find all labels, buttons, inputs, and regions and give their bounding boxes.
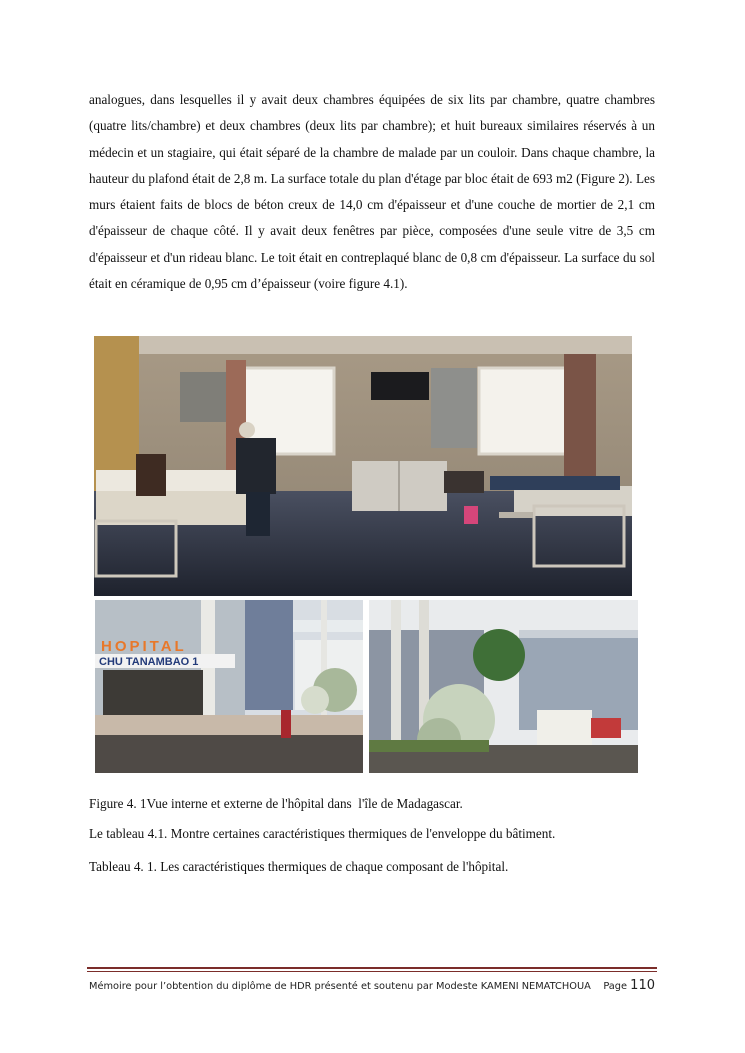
page-number: 110	[630, 978, 655, 993]
footer-rule-thin	[87, 971, 657, 972]
hospital-ward-photo	[94, 336, 632, 596]
table-intro: Le tableau 4.1. Montre certaines caractéristiques thermiques de l'enveloppe du bâtiment.	[89, 826, 556, 841]
page-label: Page	[603, 981, 628, 992]
hospital-entrance-photo	[95, 600, 363, 773]
hospital-sign-top: HOPITAL	[101, 638, 187, 655]
table-caption: Tableau 4. 1. Les caractéristiques thermiques de chaque composant de l'hôpital.	[89, 859, 509, 874]
hospital-sign-bottom: CHU TANAMBAO 1	[99, 656, 199, 668]
hospital-courtyard-photo	[369, 600, 638, 773]
page-number-block	[603, 978, 655, 993]
body-paragraph: analogues, dans lesquelles il y avait deux chambres équipées de six lits par chambre, quatre chambres (quatre lits/chambre) et deux chambres (deux lits par chambre); et huit bureaux similaires réservés à un médecin et un stagiaire, qui était séparé de la chambre de malade par un couloir. Dans chaque chambre, la hauteur du plafond était de 2,8 m. La surface totale du plan d'étage par bloc était de 693 m2 (Figure 2). Les murs étaient faits de blocs de béton creux de 14,0 cm d'épaisseur et d'une couche de mortier de 2,1 cm d'épaisseur de chaque côté. Il y avait deux fenêtres par pièce, composées d'une seule vitre de 3,5 cm d'épaisseur et d'un rideau blanc. Le toit était en contreplaqué blanc de 0,8 cm d'épaisseur. La surface du sol était en céramique de 0,95 cm d’épaisseur (voire figure 4.1).	[89, 92, 655, 292]
footer-rule-thick	[87, 967, 657, 969]
figure-caption: Figure 4. 1Vue interne et externe de l'hôpital dans l'île de Madagascar.	[89, 796, 463, 811]
footer-text: Mémoire pour l’obtention du diplôme de HDR présenté et soutenu par Modeste KAMENI NEMATCHOUA	[89, 981, 591, 992]
